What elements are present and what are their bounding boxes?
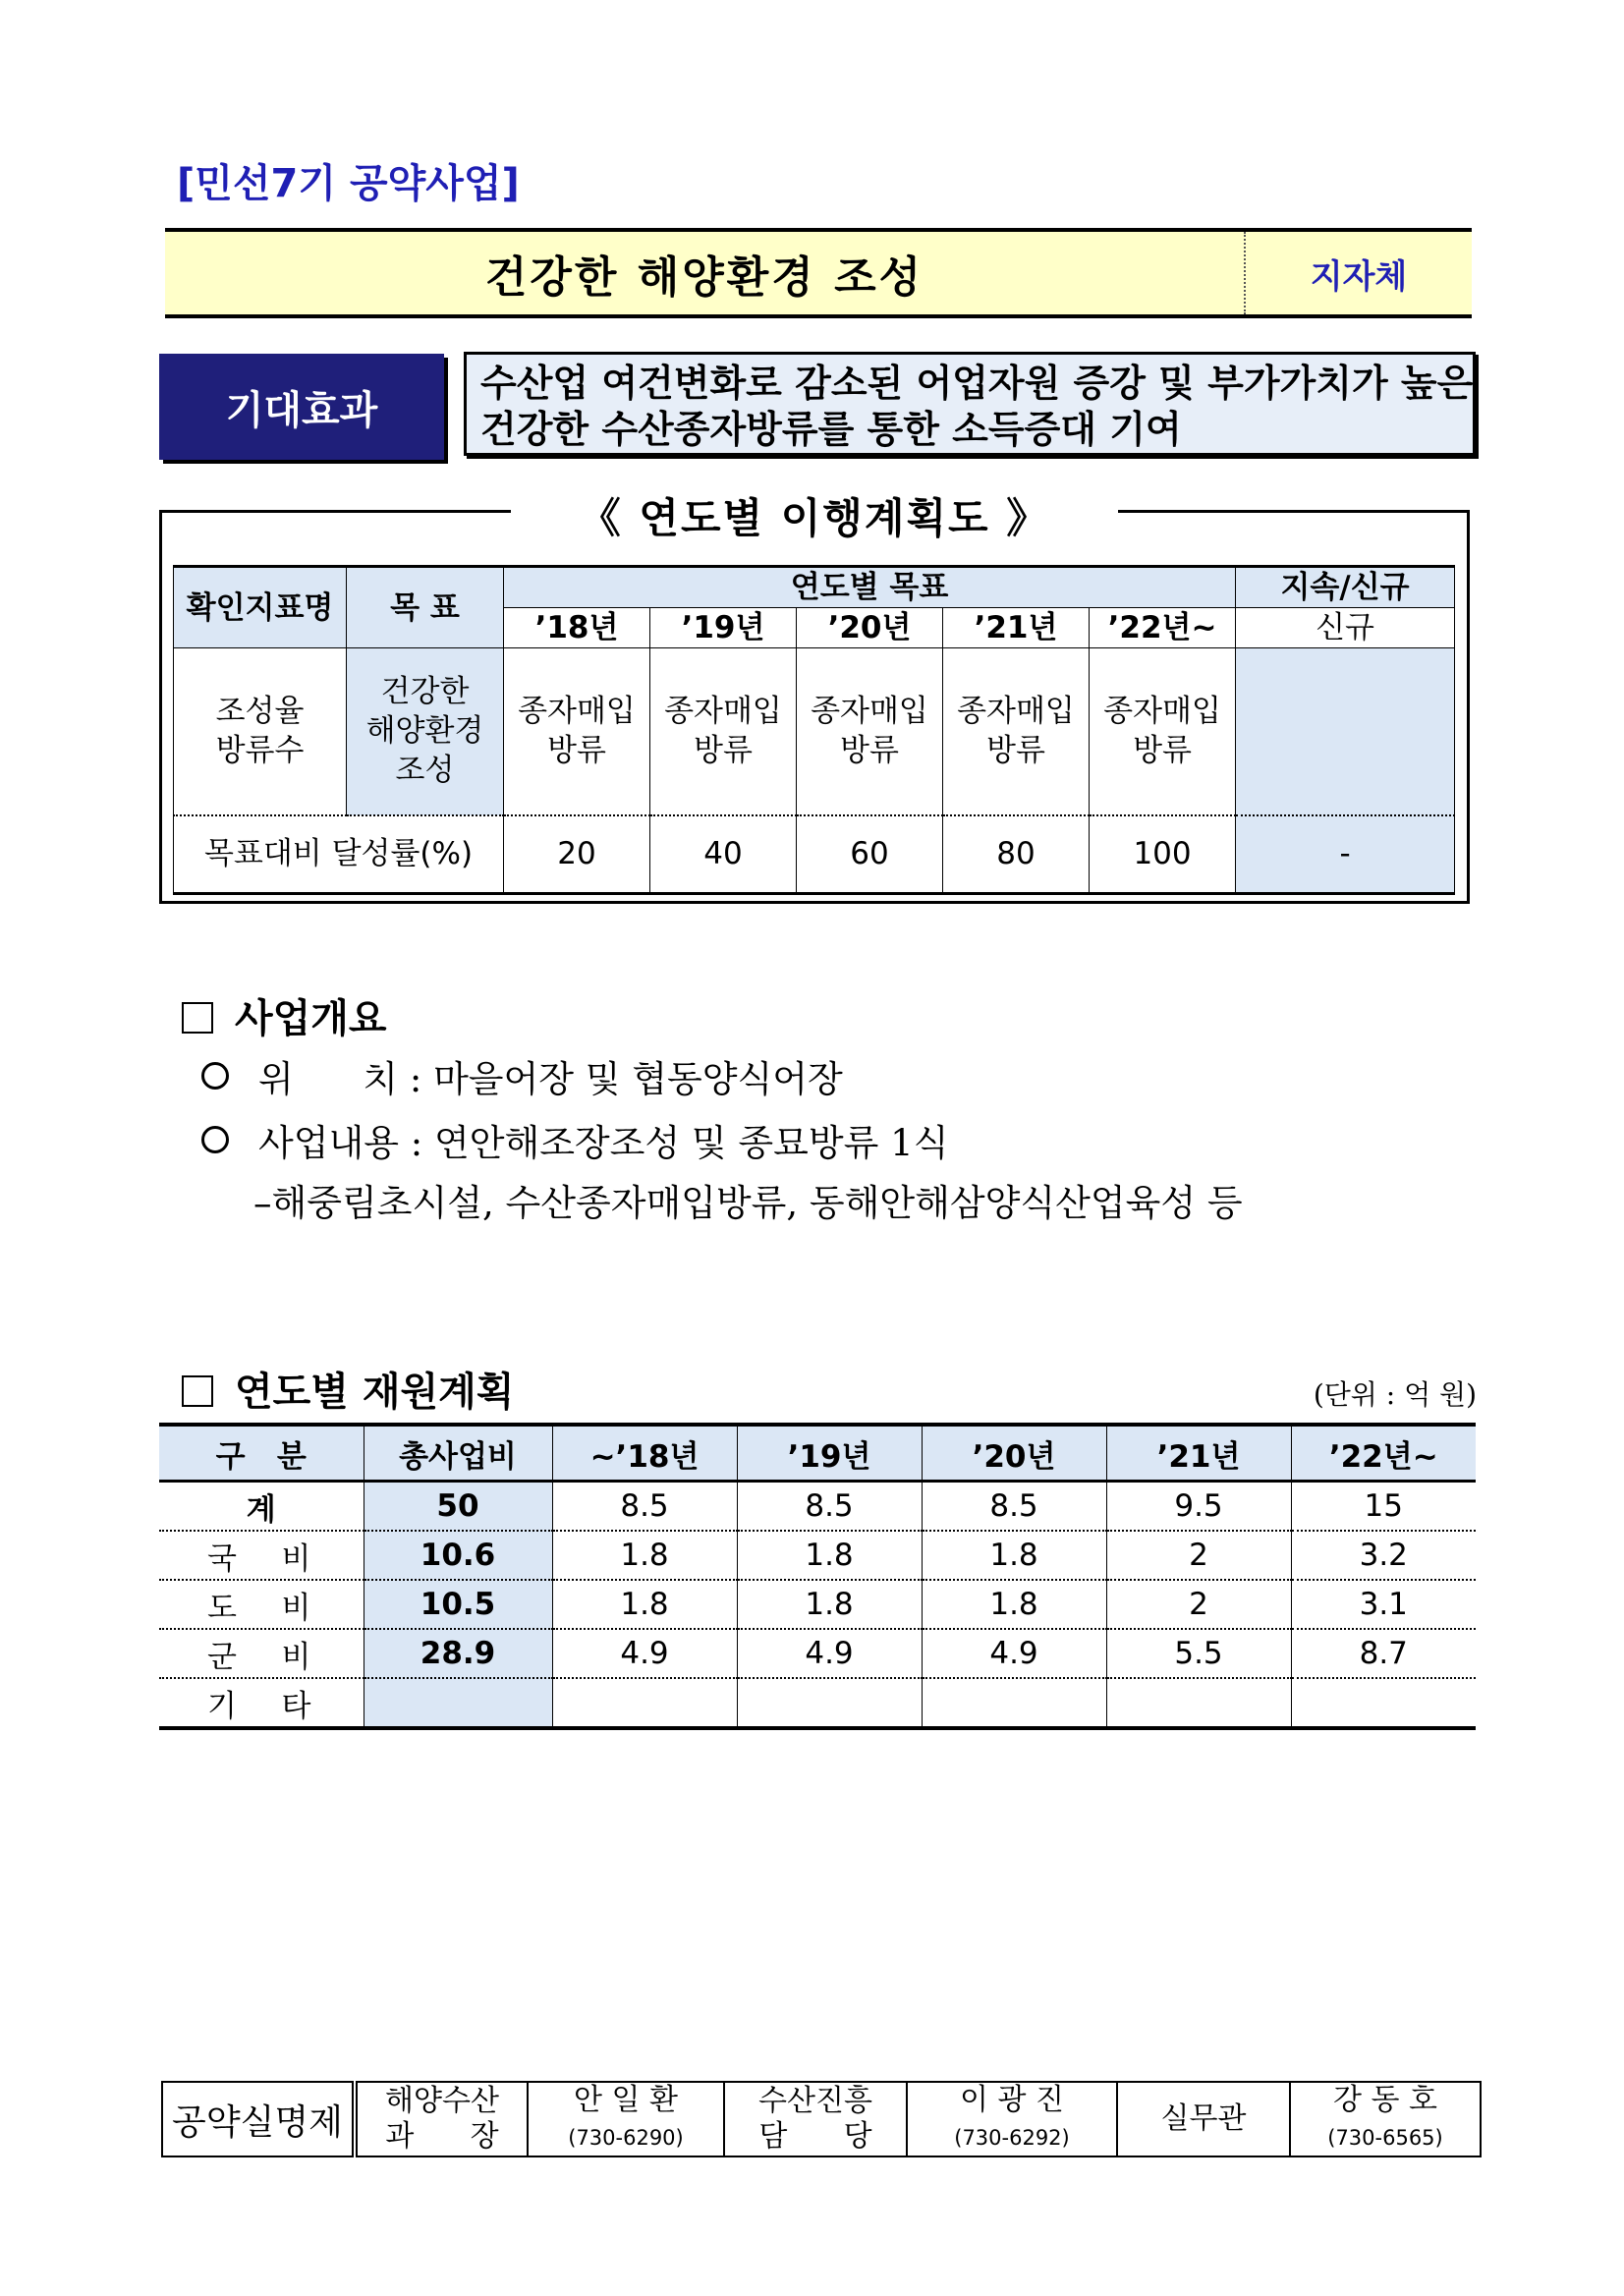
- plan-year-18: ’18년: [504, 608, 650, 648]
- plan-goal-line: 조성: [395, 753, 455, 789]
- finance-row-label: 도 비: [159, 1580, 364, 1629]
- finance-col-header: ’19년: [737, 1425, 922, 1482]
- plan-goal-line: 건강한: [380, 674, 470, 710]
- plan-target-cell: [650, 648, 797, 815]
- overview-item-sep: :: [398, 1058, 434, 1100]
- finance-unit: (단위 : 억 원): [1313, 1378, 1477, 1411]
- finance-row-other: [159, 1678, 1476, 1728]
- plan-target-cell: [797, 648, 943, 815]
- finance-row-sum: [364, 1678, 552, 1728]
- plan-header-indicator: 확인지표명: [174, 567, 347, 648]
- finance-row-sum: 10.6: [364, 1531, 552, 1580]
- circle-bullet-icon: [201, 1062, 229, 1090]
- finance-cell: 1.8: [737, 1531, 922, 1580]
- plan-header-goal: 목 표: [347, 567, 504, 648]
- finance-col-header: ~’18년: [552, 1425, 737, 1482]
- plan-year-22: ’22년~: [1090, 608, 1236, 648]
- plan-target-line: 방류: [986, 733, 1045, 769]
- accountability-line: 해양수산: [385, 2084, 499, 2118]
- circle-bullet-icon: [201, 1126, 229, 1153]
- effect-line-2: 건강한 수산종자방류를 통한 소득증대 기여: [480, 408, 1182, 451]
- finance-row-province: [159, 1580, 1476, 1629]
- plan-goal-cell: [347, 648, 504, 815]
- plan-achievement-label: 목표대비 달성률(%): [174, 815, 504, 894]
- page-title: 건강한 해양환경 조성: [484, 252, 924, 303]
- overview-item-sep: :: [398, 1122, 434, 1164]
- finance-cell: 3.1: [1291, 1580, 1476, 1629]
- accountability-label: 공약실명제: [162, 2082, 355, 2156]
- finance-cell: 4.9: [552, 1629, 737, 1678]
- plan-target-line: 종자매입: [1103, 694, 1221, 730]
- plan-year-20: ’20년: [797, 608, 943, 648]
- finance-row-label: 계: [159, 1482, 364, 1532]
- finance-cell: 1.8: [552, 1531, 737, 1580]
- plan-target-line: 종자매입: [518, 694, 636, 730]
- finance-cell: 2: [1106, 1580, 1291, 1629]
- finance-cell: 5.5: [1106, 1629, 1291, 1678]
- finance-col-header: 구 분: [159, 1425, 364, 1482]
- finance-cell: 8.7: [1291, 1629, 1476, 1678]
- effect-text: [464, 352, 1476, 456]
- finance-row-sum: 50: [364, 1482, 552, 1532]
- plan-target-line: 종자매입: [811, 694, 928, 730]
- plan-target-line: 방류: [694, 733, 753, 769]
- plan-year-19: ’19년: [650, 608, 797, 648]
- plan-divider-left: [159, 510, 511, 513]
- overview-subitem: –해중림초시설, 수산종자매입방류, 동해안해삼양식산업육성 등: [253, 1182, 1243, 1224]
- finance-cell: 2: [1106, 1531, 1291, 1580]
- checkbox-square-icon: [182, 1375, 213, 1407]
- finance-cell: 4.9: [922, 1629, 1106, 1678]
- finance-cell: [1106, 1678, 1291, 1728]
- title-box: [165, 228, 1472, 318]
- finance-cell: 1.8: [922, 1531, 1106, 1580]
- plan-goal-line: 해양환경: [365, 713, 484, 750]
- plan-header-yearly: 연도별 목표: [504, 567, 1236, 608]
- finance-cell: 8.5: [922, 1482, 1106, 1532]
- accountability-line: 과 장: [385, 2119, 499, 2154]
- finance-table: [159, 1423, 1476, 1730]
- plan-status-empty: [1236, 648, 1455, 815]
- accountability-table: [161, 2081, 1482, 2157]
- pledge-tag: [민선7기 공약사업]: [177, 161, 520, 206]
- plan-achievement-value: 100: [1090, 815, 1236, 894]
- finance-row-sum: 28.9: [364, 1629, 552, 1678]
- finance-cell: 4.9: [737, 1629, 922, 1678]
- accountability-line: 실무관: [1160, 2101, 1247, 2136]
- accountability-line: 강 동 호: [1332, 2083, 1437, 2117]
- finance-col-header: ’20년: [922, 1425, 1106, 1482]
- accountability-line: [529, 2118, 723, 2156]
- accountability-line: 안 일 환: [573, 2083, 678, 2117]
- plan-target-line: 종자매입: [957, 694, 1075, 730]
- finance-cell: [922, 1678, 1106, 1728]
- accountability-phone: (730-6290): [568, 2126, 684, 2150]
- plan-achievement-value: 60: [797, 815, 943, 894]
- accountability-cell: [1290, 2082, 1481, 2156]
- checkbox-square-icon: [182, 1002, 213, 1034]
- accountability-cell: [907, 2082, 1117, 2156]
- accountability-phone: (730-6565): [1327, 2126, 1443, 2150]
- accountability-line: 이 광 진: [959, 2083, 1064, 2117]
- finance-col-header: ’21년: [1106, 1425, 1291, 1482]
- finance-cell: 1.8: [552, 1580, 737, 1629]
- effect-label: 기대효과: [159, 354, 444, 460]
- finance-cell: 1.8: [922, 1580, 1106, 1629]
- plan-year-21: ’21년: [943, 608, 1090, 648]
- overview-item-key: 사업내용: [258, 1122, 399, 1164]
- plan-indicator-line: 방류수: [215, 733, 305, 769]
- finance-cell: 9.5: [1106, 1482, 1291, 1532]
- accountability-line: [908, 2118, 1116, 2156]
- accountability-cell: [528, 2082, 724, 2156]
- finance-col-header: 총사업비: [364, 1425, 552, 1482]
- finance-cell: 8.5: [552, 1482, 737, 1532]
- accountability-phone: (730-6292): [954, 2126, 1070, 2150]
- plan-target-line: 방류: [547, 733, 606, 769]
- finance-cell: 1.8: [737, 1580, 922, 1629]
- overview-item-value: 연안해조장조성 및 종묘방류 1식: [433, 1122, 949, 1164]
- finance-row-label: 군 비: [159, 1629, 364, 1678]
- finance-col-header: ’22년~: [1291, 1425, 1476, 1482]
- accountability-line: 담 당: [758, 2119, 872, 2154]
- accountability-cell: [724, 2082, 907, 2156]
- finance-cell: [1291, 1678, 1476, 1728]
- plan-target-line: 종자매입: [664, 694, 782, 730]
- plan-target-cell: [943, 648, 1090, 815]
- finance-row-label: 국 비: [159, 1531, 364, 1580]
- finance-cell: [737, 1678, 922, 1728]
- plan-indicator-line: 조성율: [215, 694, 305, 730]
- plan-achievement-value: 40: [650, 815, 797, 894]
- overview-item-key: 위 치: [258, 1058, 399, 1100]
- overview-item-content: [201, 1113, 948, 1166]
- finance-cell: 15: [1291, 1482, 1476, 1532]
- plan-table: [173, 565, 1455, 895]
- plan-indicator-cell: [174, 648, 347, 815]
- overview-heading: [182, 987, 387, 1043]
- finance-row-sum: 10.5: [364, 1580, 552, 1629]
- plan-achievement-value: 80: [943, 815, 1090, 894]
- accountability-line: [1291, 2118, 1480, 2156]
- plan-target-line: 방류: [1133, 733, 1192, 769]
- plan-header-status: 지속/신규: [1236, 567, 1455, 608]
- finance-row-label: 기 타: [159, 1678, 364, 1728]
- accountability-line: 수산진흥: [758, 2084, 872, 2118]
- plan-target-cell: [504, 648, 650, 815]
- title-side-label: 지자체: [1244, 232, 1472, 314]
- plan-target-cell: [1090, 648, 1236, 815]
- overview-heading-text: 사업개요: [235, 996, 387, 1041]
- accountability-cell: [355, 2082, 528, 2156]
- finance-heading-text: 연도별 재원계획: [235, 1370, 515, 1415]
- finance-row-total: [159, 1482, 1476, 1532]
- overview-item-value: 마을어장 및 협동양식어장: [433, 1058, 843, 1100]
- plan-title: 《 연도별 이행계획도 》: [579, 494, 1050, 542]
- plan-divider-right: [1118, 510, 1470, 513]
- finance-row-national: [159, 1531, 1476, 1580]
- finance-heading: [182, 1361, 514, 1417]
- plan-status-value: 신규: [1236, 608, 1455, 648]
- finance-cell: [552, 1678, 737, 1728]
- plan-achievement-value: 20: [504, 815, 650, 894]
- finance-cell: 3.2: [1291, 1531, 1476, 1580]
- plan-achievement-status: -: [1236, 815, 1455, 894]
- accountability-cell: [1117, 2082, 1290, 2156]
- finance-cell: 8.5: [737, 1482, 922, 1532]
- effect-line-1: 수산업 여건변화로 감소된 어업자원 증강 및 부가가치가 높은: [480, 362, 1474, 405]
- plan-target-line: 방류: [840, 733, 899, 769]
- overview-item-location: [201, 1049, 843, 1102]
- finance-row-county: [159, 1629, 1476, 1678]
